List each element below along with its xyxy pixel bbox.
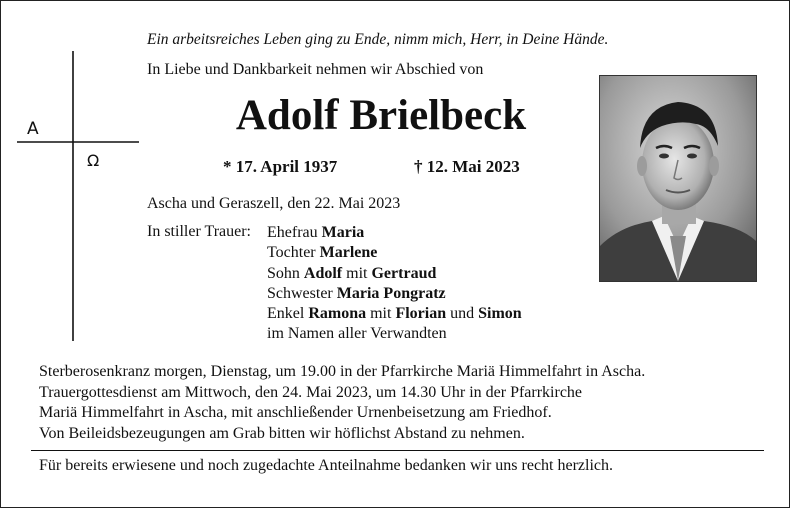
motto-text: Ein arbeitsreiches Leben ging zu Ende, nimm mich, Herr, in Deine Hände.	[147, 31, 609, 48]
portrait-photo	[599, 75, 757, 282]
notice-line: Sterberosenkranz morgen, Dienstag, um 19.00 in der Pfarrkirche Mariä Himmelfahrt in Ascha.	[39, 363, 646, 380]
notice-line: Mariä Himmelfahrt in Ascha, mit anschließender Urnenbeisetzung am Friedhof.	[39, 404, 552, 421]
alpha-letter: A	[27, 119, 39, 139]
birth-date: * 17. April 1937	[223, 157, 338, 176]
cross-icon	[11, 51, 141, 341]
thanks-text: Für bereits erwiesene und noch zugedachte Anteilnahme bedanken wir uns recht herzlich.	[39, 457, 614, 474]
mourner-line: Schwester Maria Pongratz	[267, 284, 446, 302]
mourners-list	[267, 223, 522, 345]
service-notices	[39, 362, 645, 444]
notice-line: Trauergottesdienst am Mittwoch, den 24. Mai 2023, um 14.30 Uhr in der Pfarrkirche	[39, 383, 583, 401]
mourner-line: Sohn Adolf mit Gertraud	[267, 264, 437, 282]
intro-text: In Liebe und Dankbarkeit nehmen wir Abschied von	[147, 61, 484, 78]
omega-letter: Ω	[87, 151, 100, 170]
mourner-line: Ehefrau Maria	[267, 224, 365, 241]
mourner-line: Tochter Marlene	[267, 244, 378, 262]
deceased-name: Adolf Brielbeck	[235, 92, 527, 139]
mourning-label: In stiller Trauer:	[147, 223, 251, 240]
divider	[31, 450, 764, 451]
place-date-text: Ascha und Geraszell, den 22. Mai 2023	[147, 195, 401, 212]
death-date: † 12. Mai 2023	[414, 157, 520, 176]
notice-line: Von Beileidsbezeugungen am Grab bitten wir höflichst Abstand zu nehmen.	[39, 424, 525, 442]
mourner-line: im Namen aller Verwandten	[267, 325, 447, 343]
mourner-line: Enkel Ramona mit Florian und Simon	[267, 305, 522, 323]
